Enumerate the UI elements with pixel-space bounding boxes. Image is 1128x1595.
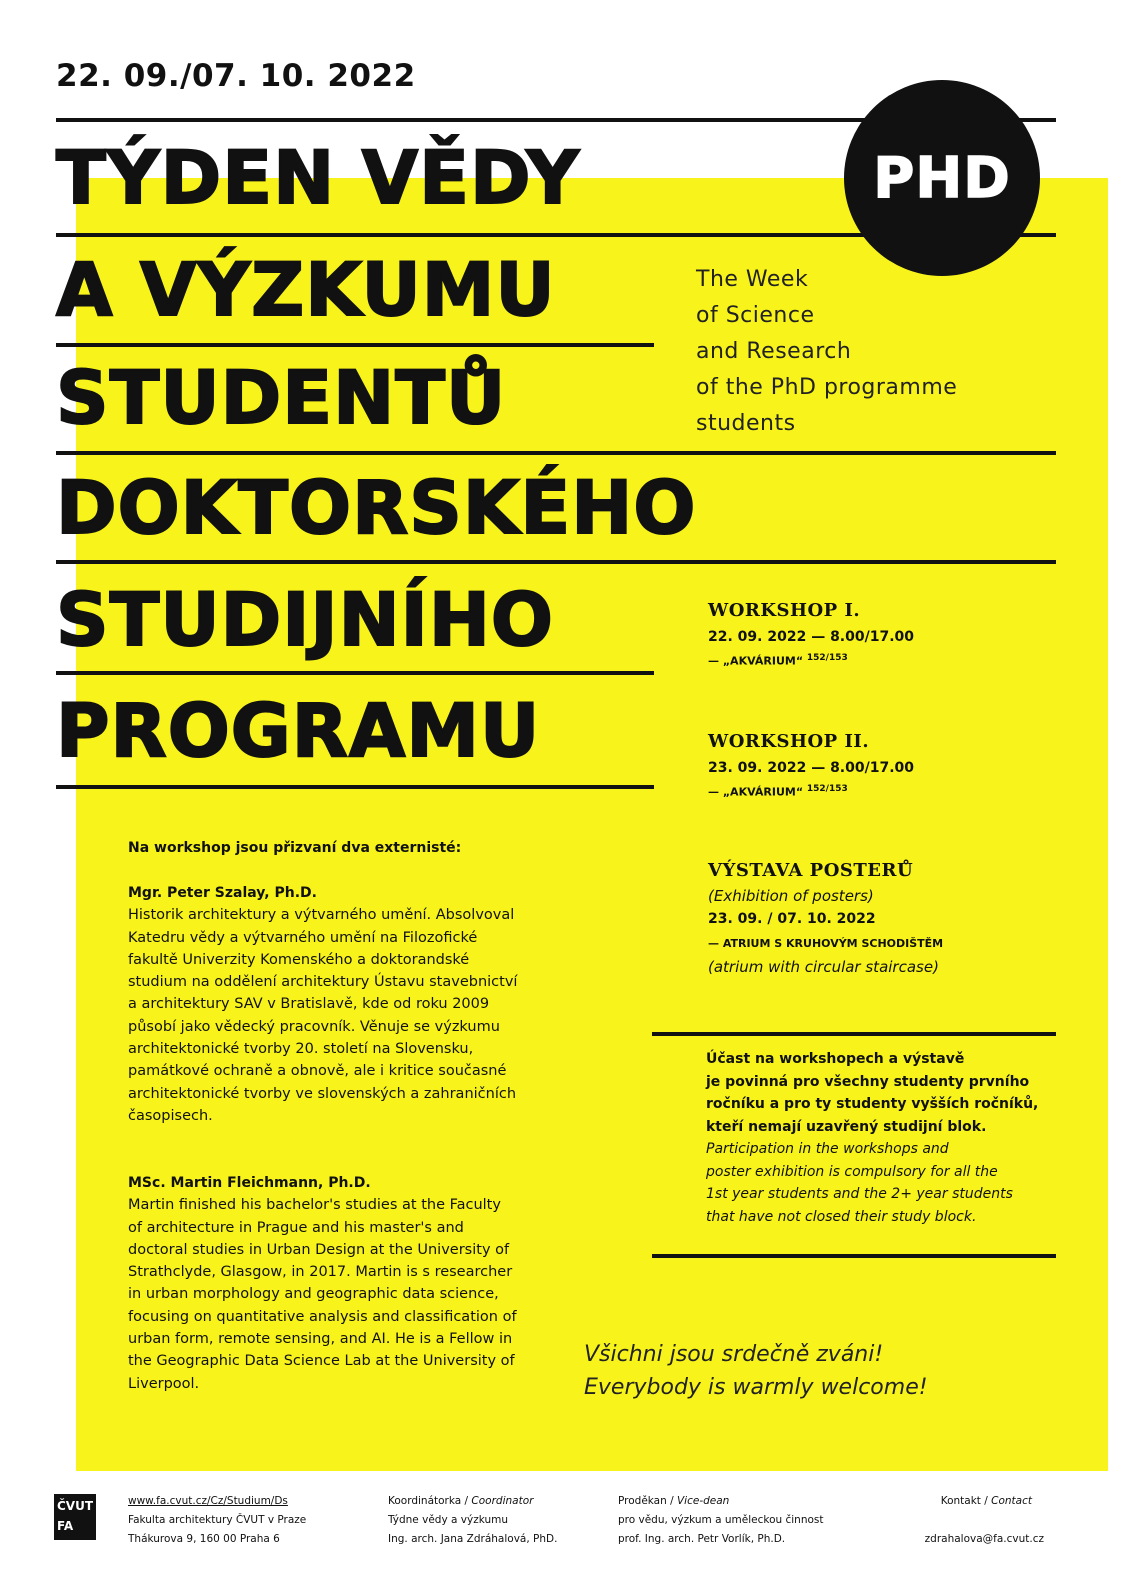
workshop-place: — „AKVÁRIUM“ $^{152/153}$ bbox=[708, 653, 848, 668]
bio-line: of architecture in Prague and his master's and bbox=[128, 1219, 464, 1236]
logo-line: FA bbox=[57, 1519, 74, 1533]
phd-badge-text: PHD bbox=[873, 145, 1011, 211]
subtitle-line: The Week bbox=[696, 267, 809, 292]
vice-dean-role: Proděkan / Vice-dean bbox=[618, 1495, 730, 1507]
exhibition-date: 23. 09. / 07. 10. 2022 bbox=[708, 911, 876, 927]
notice-line-cz: je povinná pro všechny studenty prvního bbox=[706, 1073, 1030, 1090]
bio-line: Martin finished his bachelor's studies at the Faculty bbox=[128, 1197, 501, 1214]
workshop-1 bbox=[708, 600, 914, 668]
phd-badge bbox=[844, 80, 1040, 276]
title-line-6: PROGRAMU bbox=[56, 689, 541, 774]
exhibition-place-en: (atrium with circular staircase) bbox=[708, 958, 939, 976]
bio-line: architektonické tvorby ve slovenských a zahraničních bbox=[128, 1085, 517, 1102]
title-line-1: TÝDEN VĚDY bbox=[56, 136, 581, 221]
subtitle-line: of the PhD programme bbox=[696, 375, 958, 400]
workshop-date: 22. 09. 2022 — 8.00/17.00 bbox=[708, 629, 915, 645]
person-name: MSc. Martin Fleichmann, Ph.D. bbox=[128, 1175, 371, 1191]
room-number: 152/153 bbox=[806, 784, 848, 794]
title-line-5: STUDIJNÍHO bbox=[56, 578, 554, 663]
bio-line: památkové ochraně a obnově, ale i kritice současné bbox=[128, 1063, 507, 1080]
exhibition-title: VÝSTAVA POSTERŮ bbox=[708, 860, 914, 881]
footer-address bbox=[128, 1492, 306, 1549]
coordinator-line: Týdne vědy a výzkumu bbox=[388, 1514, 509, 1526]
workshop-title: WORKSHOP I. bbox=[708, 600, 861, 621]
bio-line: Liverpool. bbox=[128, 1375, 200, 1392]
bio-line: Strathclyde, Glasgow, in 2017. Martin is s researcher bbox=[128, 1264, 513, 1281]
faculty-address: Thákurova 9, 160 00 Praha 6 bbox=[128, 1533, 280, 1545]
title-line-4: DOKTORSKÉHO bbox=[56, 466, 697, 551]
person-name: Mgr. Peter Szalay, Ph.D. bbox=[128, 885, 317, 901]
vice-dean-line: pro vědu, výzkum a uměleckou činnost bbox=[618, 1514, 824, 1526]
bio-line: časopisech. bbox=[128, 1107, 213, 1124]
notice-line-en: that have not closed their study block. bbox=[706, 1208, 977, 1225]
person-szalay bbox=[128, 882, 558, 1127]
notice-line-cz: ročníku a pro ty studenty vyšších ročníků, bbox=[706, 1096, 1039, 1112]
bio-line: doctoral studies in Urban Design at the University of bbox=[128, 1241, 510, 1258]
subtitle-line: of Science bbox=[696, 303, 815, 328]
contact-role: Kontakt / Contact bbox=[940, 1495, 1032, 1507]
title-line-2: A VÝZKUMU bbox=[56, 248, 556, 333]
rule-notice-bottom bbox=[652, 1254, 1056, 1258]
contact-email-link[interactable]: zdrahalova@fa.cvut.cz bbox=[924, 1533, 1044, 1545]
footer-coordinator bbox=[388, 1492, 557, 1549]
rule-4 bbox=[56, 560, 1056, 564]
exhibition-place: — ATRIUM S KRUHOVÝM SCHODIŠTĚM bbox=[708, 937, 944, 950]
subtitle-line: and Research bbox=[696, 339, 852, 364]
rule-notice-top bbox=[652, 1032, 1056, 1036]
footer-contact bbox=[924, 1492, 1044, 1549]
bio-line: studium na oddělení architektury Ústavu stavebnictví bbox=[128, 974, 518, 991]
footer-vice-dean bbox=[618, 1492, 824, 1549]
bio-line: působí jako vědecký pracovník. Věnuje se výzkumu bbox=[128, 1018, 500, 1035]
guests-intro: Na workshop jsou přizvaní dva externisté: bbox=[128, 840, 462, 856]
rule-3 bbox=[56, 451, 1056, 455]
faculty-website-link[interactable]: www.fa.cvut.cz/Cz/Studium/Ds bbox=[128, 1495, 288, 1507]
workshop-date: 23. 09. 2022 — 8.00/17.00 bbox=[708, 760, 915, 776]
room-number: 152/153 bbox=[806, 653, 848, 663]
attendance-notice bbox=[706, 1048, 1046, 1228]
welcome-cz: Všichni jsou srdečně zváni! bbox=[584, 1342, 884, 1367]
workshop-title: WORKSHOP II. bbox=[708, 731, 870, 752]
bio-line: a architektury SAV v Bratislavě, kde od roku 2009 bbox=[128, 996, 490, 1013]
notice-line-en: 1st year students and the 2+ year students bbox=[706, 1186, 1013, 1202]
notice-line-en: poster exhibition is compulsory for all the bbox=[706, 1163, 998, 1180]
bio-line: fakultě Univerzity Komenského a doktorandské bbox=[128, 951, 470, 968]
faculty-name: Fakulta architektury ČVUT v Praze bbox=[128, 1514, 307, 1526]
bio-line: in urban morphology and geographic data science, bbox=[128, 1286, 499, 1303]
person-fleichmann bbox=[128, 1172, 558, 1395]
coordinator-role: Koordinátorka / Coordinator bbox=[388, 1495, 534, 1507]
bio-line: Historik architektury a výtvarného umění. Absolvoval bbox=[128, 907, 515, 924]
event-date: 22. 09./07. 10. 2022 bbox=[56, 58, 416, 94]
logo-line: ČVUT bbox=[57, 1499, 94, 1513]
cvut-fa-logo bbox=[54, 1494, 96, 1540]
coordinator-name: Ing. arch. Jana Zdráhalová, PhD. bbox=[388, 1533, 558, 1545]
bio-line: architektonické tvorby 20. století na Slovensku, bbox=[128, 1041, 474, 1058]
bio-line: urban form, remote sensing, and AI. He is a Fellow in bbox=[128, 1331, 513, 1348]
notice-line-cz: kteří nemají uzavřený studijní blok. bbox=[706, 1118, 987, 1135]
workshop-2 bbox=[708, 731, 914, 799]
rule-6 bbox=[56, 785, 654, 789]
subtitle-line: students bbox=[696, 411, 796, 436]
notice-line-en: Participation in the workshops and bbox=[706, 1141, 949, 1157]
title-line-3: STUDENTŮ bbox=[56, 356, 507, 441]
rule-2 bbox=[56, 343, 654, 347]
notice-line-cz: Účast na workshopech a výstavě bbox=[706, 1051, 965, 1067]
exhibition-title-en: (Exhibition of posters) bbox=[708, 887, 874, 905]
workshop-place: — „AKVÁRIUM“ $^{152/153}$ bbox=[708, 784, 848, 799]
exhibition bbox=[708, 860, 943, 976]
rule-5 bbox=[56, 671, 654, 675]
vice-dean-name: prof. Ing. arch. Petr Vorlík, Ph.D. bbox=[618, 1533, 786, 1545]
bio-line: the Geographic Data Science Lab at the University of bbox=[128, 1353, 515, 1370]
welcome-message bbox=[584, 1338, 928, 1404]
subtitle-en bbox=[696, 262, 957, 442]
welcome-en: Everybody is warmly welcome! bbox=[584, 1375, 928, 1400]
bio-line: Katedru vědy a výtvarného umění na Filozofické bbox=[128, 929, 478, 946]
bio-line: focusing on quantitative analysis and classification of bbox=[128, 1308, 517, 1325]
